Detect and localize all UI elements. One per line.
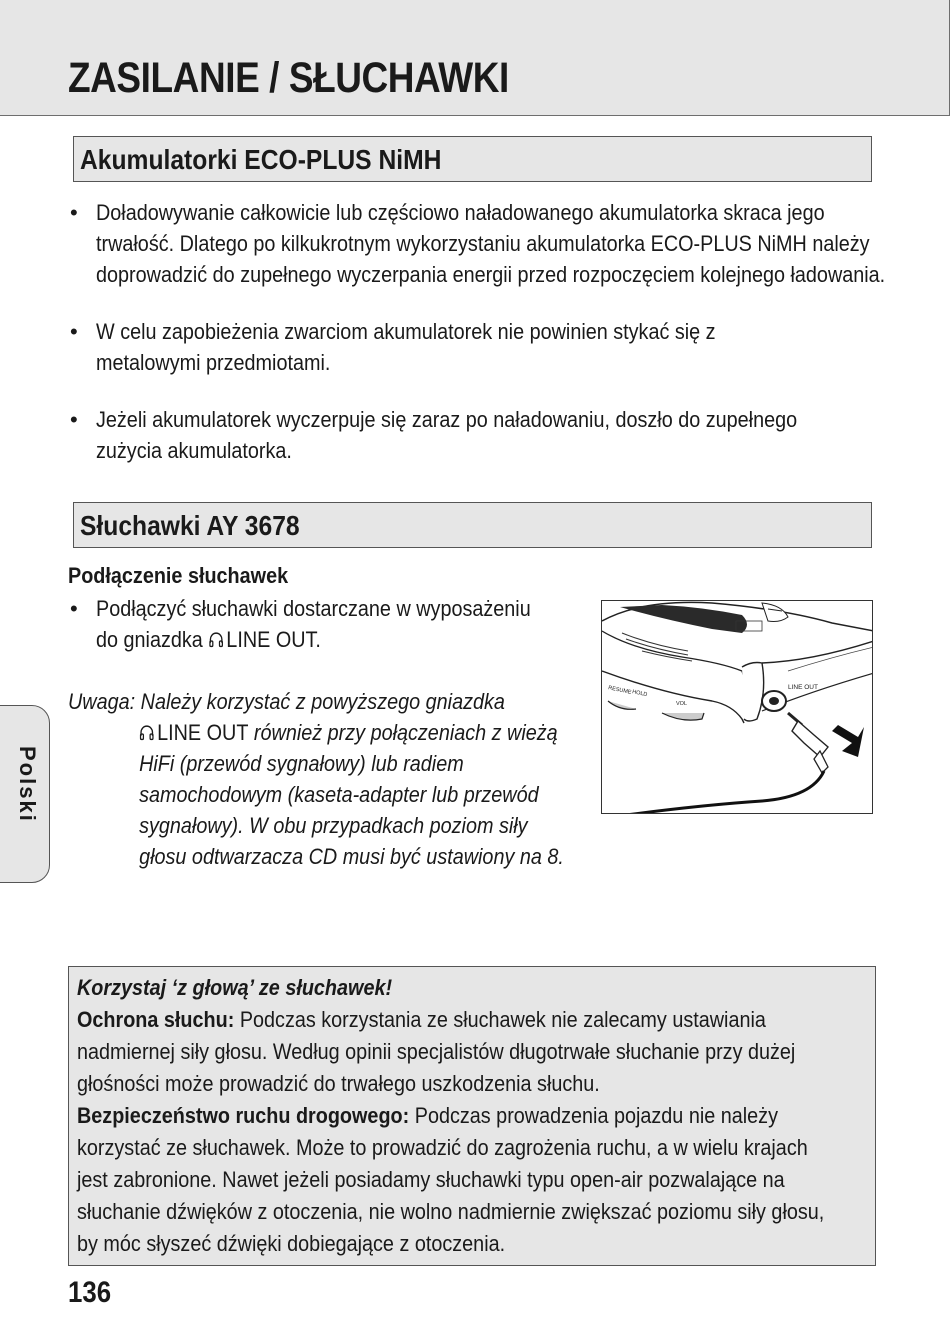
bullet-line: Doładowywanie całkowicie lub częściowo naładowanego akumulatorka skraca jego bbox=[96, 200, 825, 225]
note-line-2 bbox=[68, 717, 564, 748]
note-line-1 bbox=[68, 686, 564, 717]
bullet-dot: • bbox=[70, 319, 78, 344]
note-text: również przy połączeniach z wieżą bbox=[253, 720, 558, 745]
warning-line: jest zabronione. Nawet jeżeli posiadamy słuchawki typu open-air pozwalające na bbox=[77, 1167, 785, 1192]
bullet-line: doprowadzić do zupełnego wyczerpania energii przed rozpoczęciem kolejnego ładowania. bbox=[96, 262, 886, 287]
connect-line-2 bbox=[96, 624, 321, 655]
connect-line-2-pre: do gniazdka bbox=[96, 627, 203, 652]
warning-line: nadmiernej siły głosu. Według opinii specjalistów długotrwałe słuchanie przy dużej bbox=[77, 1039, 796, 1064]
connect-subheading: Podłączenie słuchawek bbox=[68, 563, 289, 588]
warning-line: korzystać ze słuchawek. Może to prowadzić do zagrożenia ruchu, a w wielu krajach bbox=[77, 1135, 808, 1160]
note-line-5: sygnałowy). W obu przypadkach poziom siły bbox=[139, 813, 528, 838]
warning-line: głośności może prowadzić do trwałego uszkodzenia słuchu. bbox=[77, 1071, 600, 1096]
section-header-battery bbox=[73, 136, 872, 182]
bullet-dot: • bbox=[70, 596, 78, 621]
list-item bbox=[68, 197, 886, 290]
bullet-dot: • bbox=[70, 200, 78, 225]
note-line-6: głosu odtwarzacza CD musi być ustawiony na 8. bbox=[139, 844, 564, 869]
note-block bbox=[68, 686, 619, 872]
bullet-line: metalowymi przedmiotami. bbox=[96, 350, 331, 375]
connect-line-1: Podłączyć słuchawki dostarczane w wyposażeniu bbox=[96, 596, 531, 621]
note-text: Należy korzystać z powyższego gniazdka bbox=[140, 689, 505, 714]
note-line-3: HiFi (przewód sygnałowy) lub radiem bbox=[139, 751, 464, 776]
bullet-line: trwałość. Dlatego po kilkukrotnym wykorzystaniu akumulatorka ECO-PLUS NiMH należy bbox=[96, 231, 870, 256]
headphones-icon bbox=[139, 724, 154, 741]
traffic-text: Podczas prowadzenia pojazdu nie należy bbox=[414, 1103, 778, 1128]
note-label: Uwaga: bbox=[68, 689, 136, 714]
language-tab-label: Polski bbox=[15, 746, 40, 823]
traffic-label: Bezpieczeństwo ruchu drogowego: bbox=[77, 1103, 410, 1128]
figure-label-vol: VOL bbox=[676, 701, 688, 707]
bullet-dot: • bbox=[70, 407, 78, 432]
bullet-line: zużycia akumulatorka. bbox=[96, 438, 292, 463]
figure-label-hold: HOLD bbox=[631, 689, 648, 699]
battery-bullet-list bbox=[68, 197, 886, 492]
connect-line-2-post: LINE OUT. bbox=[226, 627, 321, 652]
warning-line: słuchanie dźwięków z otoczenia, nie wolno nadmiernie zwiększać poziomu siły głosu, bbox=[77, 1199, 825, 1224]
hearing-text: Podczas korzystania ze słuchawek nie zalecamy ustawiania bbox=[239, 1007, 766, 1032]
connect-lines bbox=[96, 593, 579, 655]
warning-box bbox=[68, 966, 876, 1266]
section-heading-headphones: Słuchawki AY 3678 bbox=[80, 510, 300, 541]
list-item bbox=[68, 316, 868, 378]
cd-player-drawing bbox=[602, 601, 873, 814]
warning-line: by móc słyszeć dźwięki dobiegające z otoczenia. bbox=[77, 1231, 506, 1256]
note-line-4: samochodowym (kaseta-adapter lub przewód bbox=[139, 782, 539, 807]
page-number: 136 bbox=[68, 1276, 112, 1309]
hearing-label: Ochrona słuchu: bbox=[77, 1007, 235, 1032]
figure-label-resume: RESUME bbox=[607, 685, 632, 696]
warning-line bbox=[77, 1103, 778, 1129]
page-title: ZASILANIE / SŁUCHAWKI bbox=[68, 54, 509, 102]
headphones-icon bbox=[208, 631, 223, 648]
figure-label-esp: ESP bbox=[652, 620, 667, 627]
section-heading-battery: Akumulatorki ECO-PLUS NiMH bbox=[80, 144, 442, 175]
list-item bbox=[68, 404, 868, 466]
bullet-line: W celu zapobieżenia zwarciom akumulatorek nie powinien stykać się z bbox=[96, 319, 716, 344]
bullet-line: Jeżeli akumulatorek wyczerpuje się zaraz po naładowaniu, doszło do zupełnego bbox=[96, 407, 798, 432]
warning-line bbox=[77, 1007, 766, 1033]
section-header-headphones bbox=[73, 502, 872, 548]
warning-title: Korzystaj ‘z głową’ ze słuchawek! bbox=[77, 975, 393, 1000]
language-tab bbox=[0, 705, 50, 883]
note-line-out: LINE OUT bbox=[157, 720, 249, 745]
figure-label-line-out: LINE OUT bbox=[788, 684, 818, 691]
cd-player-illustration bbox=[601, 600, 873, 814]
